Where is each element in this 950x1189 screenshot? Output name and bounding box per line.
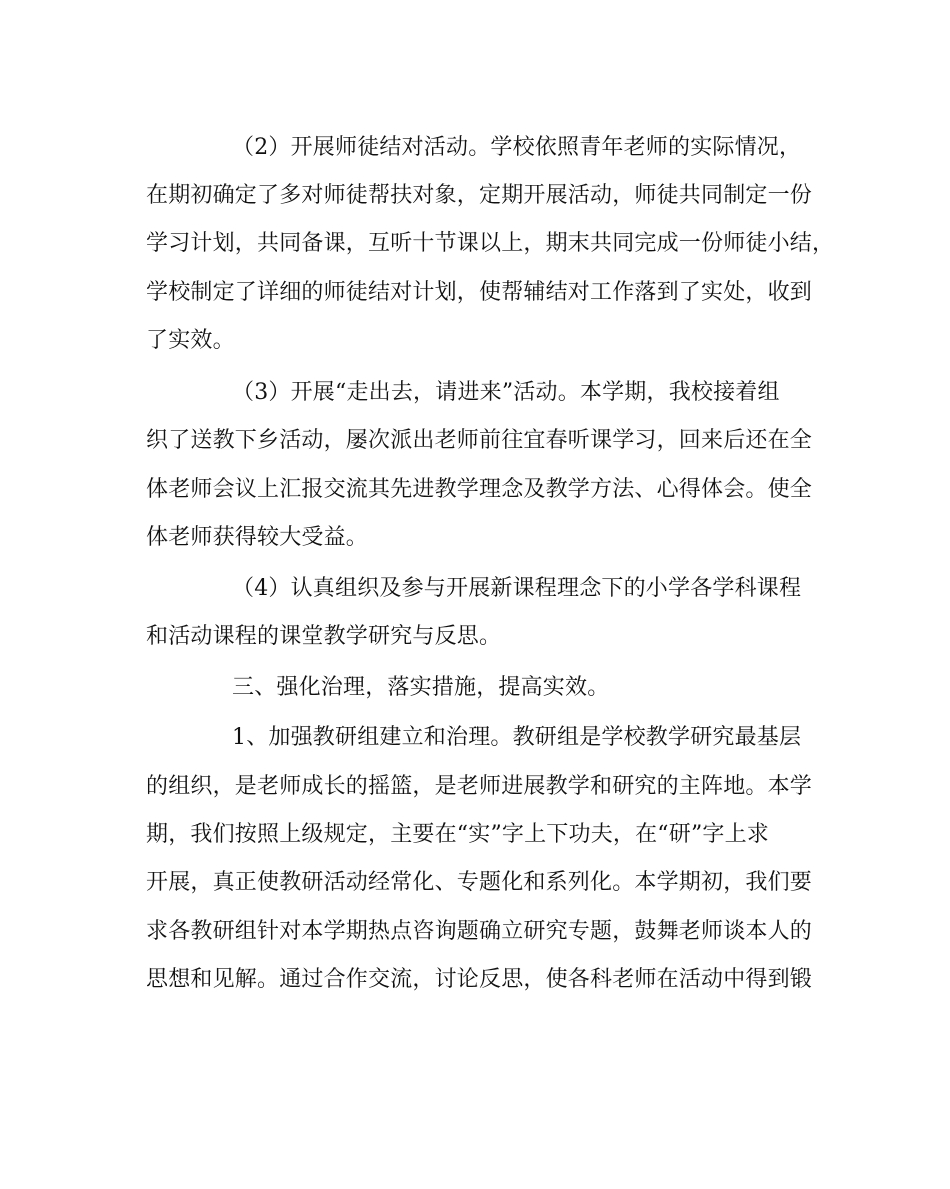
paragraph-3-line-2: 织了送教下乡活动，屡次派出老师前往宜春听课学习，回来后还在全 <box>146 428 813 453</box>
paragraph-4-line-1: （4）认真组织及参与开展新课程理念下的小学各学科课程 <box>232 576 802 601</box>
paragraph-2-line-2: 在期初确定了多对师徒帮扶对象，定期开展活动，师徒共同制定一份 <box>146 183 813 208</box>
paragraph-3-line-4: 体老师获得较大受益。 <box>146 525 369 550</box>
paragraph-5-line-4: 开展，真正使教研活动经常化、专题化和系列化。本学期初，我们要 <box>146 870 813 895</box>
paragraph-5-line-5: 求各教研组针对本学期热点咨询题确立研究专题，鼓舞老师谈本人的 <box>146 919 813 944</box>
paragraph-3-line-3: 体老师会议上汇报交流其先进教学理念及教学方法、心得体会。使全 <box>146 477 813 502</box>
paragraph-2-line-4: 学校制定了详细的师徒结对计划，使帮辅结对工作落到了实处，收到 <box>146 280 813 305</box>
paragraph-3-line-1: （3）开展“走出去，请进来”活动。本学期，我校接着组 <box>232 380 780 405</box>
paragraph-4-line-2: 和活动课程的课堂教学研究与反思。 <box>146 624 502 649</box>
paragraph-5-line-1: 1、加强教研组建立和治理。教研组是学校教学研究最基层 <box>232 725 802 750</box>
paragraph-5-line-2: 的组织，是老师成长的摇篮，是老师进展教学和研究的主阵地。本学 <box>146 774 813 799</box>
paragraph-5-line-3: 期，我们按照上级规定，主要在“实”字上下功夫，在“研”字上求 <box>146 822 769 847</box>
paragraph-5-line-6: 思想和见解。通过合作交流，讨论反思，使各科老师在活动中得到锻 <box>146 967 813 992</box>
paragraph-2-line-5: 了实效。 <box>146 328 235 353</box>
paragraph-2-line-3: 学习计划，共同备课，互听十节课以上，期末共同完成一份师徒小结， <box>146 231 835 256</box>
section-heading-3: 三、强化治理，落实措施，提高实效。 <box>232 675 610 700</box>
paragraph-2-line-1: （2）开展师徒结对活动。学校依照青年老师的实际情况， <box>232 135 802 160</box>
